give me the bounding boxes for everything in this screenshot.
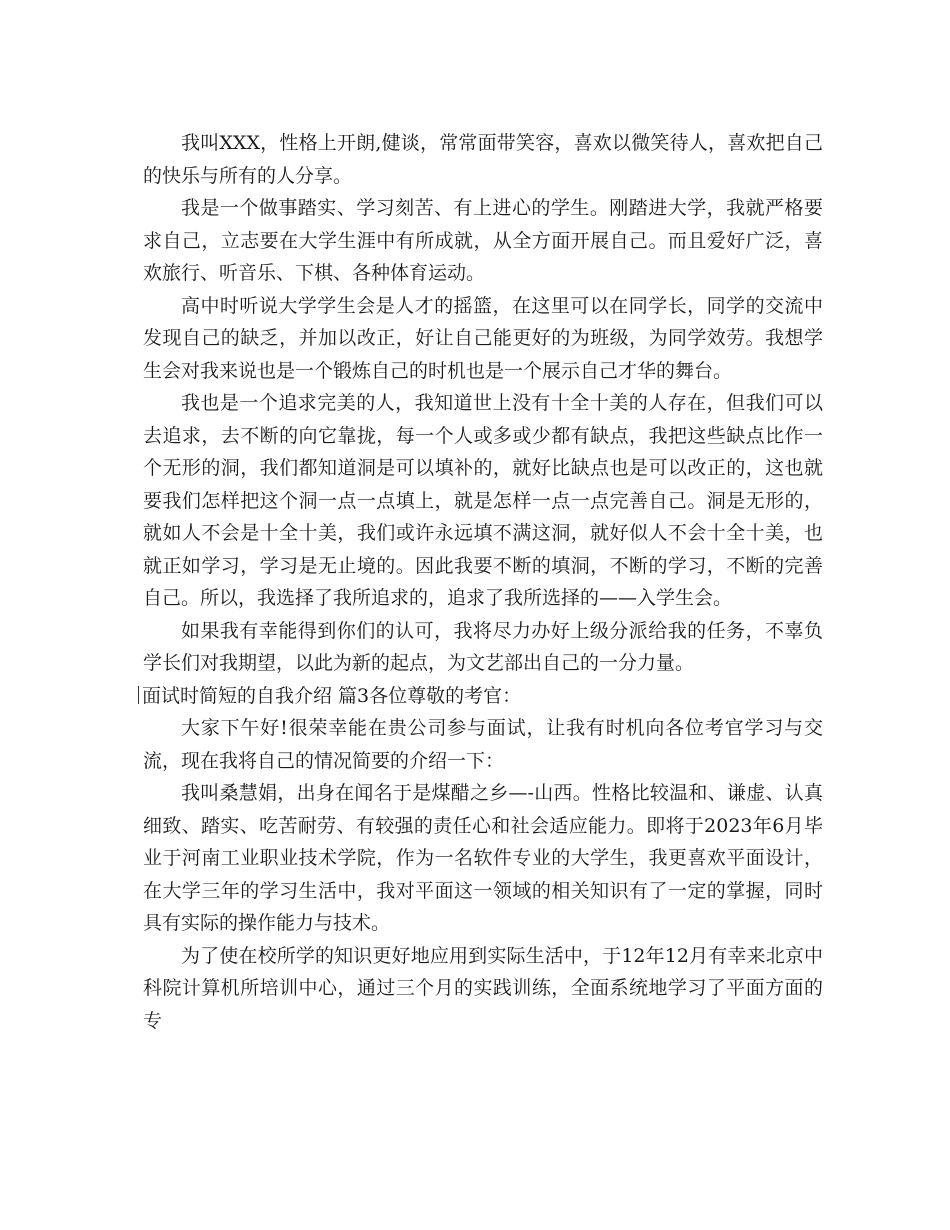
paragraph-closing: 如果我有幸能得到你们的认可，我将尽力办好上级分派给我的任务，不辜负学长们对我期望，以此为新的起点，为文艺部出自己的一分力量。 [143,619,823,674]
document-body [143,127,823,1037]
section-heading-text: 面试时简短的自我介绍 篇3各位尊敬的考官： [142,684,522,707]
paragraph-study: 我是一个做事踏实、学习刻苦、有上进心的学生。刚踏进大学，我就严格要求自己，立志要在大学生涯中有所成就，从全方面开展自己。而且爱好广泛，喜欢旅行、听音乐、下棋、各种体育运动。 [143,197,823,284]
paragraph-greeting: 大家下午好!很荣幸能在贵公司参与面试，让我有时机向各位考官学习与交流，现在我将自己的情况简要的介绍一下： [143,717,823,772]
paragraph-intro: 我叫XXX，性格上开朗,健谈，常常面带笑容，喜欢以微笑待人，喜欢把自己的快乐与所有的人分享。 [143,132,823,187]
paragraph-perfection: 我也是一个追求完美的人，我知道世上没有十全十美的人存在，但我们可以去追求，去不断的向它靠拢，每一个人或多或少都有缺点，我把这些缺点比作一个无形的洞，我们都知道洞是可以填补的，就好比缺点也是可以改正的，这也就要我们怎样把这个洞一点一点填上，就是怎样一点一点完善自己。洞是无形的，就如人不会是十全十美，我们或许永远填不满这洞，就好似人不会十全十美，也就正如学习，学习是无止境的。因此我要不断的填洞，不断的学习，不断的完善自己。所以，我选择了我所追求的，追求了我所选择的——入学生会。 [143,392,823,609]
paragraph-background: 我叫桑慧娟，出身在闻名于是煤醋之乡—-山西。性格比较温和、谦虚、认真细致、踏实、吃苦耐劳、有较强的责任心和社会适应能力。即将于2023年6月毕业于河南工业职业技术学院，作为一名软件专业的大学生，我更喜欢平面设计，在大学三年的学习生活中，我对平面这一领域的相关知识有了一定的掌握，同时具有实际的操作能力与技术。 [143,782,823,934]
paragraph-training: 为了使在校所学的知识更好地应用到实际生活中，于12年12月有幸来北京中科院计算机所培训中心，通过三个月的实践训练，全面系统地学习了平面方面的专 [143,944,823,1032]
section-heading [138,680,823,713]
paragraph-student-union: 高中时听说大学学生会是人才的摇篮，在这里可以在同学长，同学的交流中发现自己的缺乏，并加以改正，好让自己能更好的为班级，为同学效劳。我想学生会对我来说也是一个锻炼自己的时机也是一个展示自己才华的舞台。 [143,294,823,382]
text-cursor-bar [138,686,139,704]
